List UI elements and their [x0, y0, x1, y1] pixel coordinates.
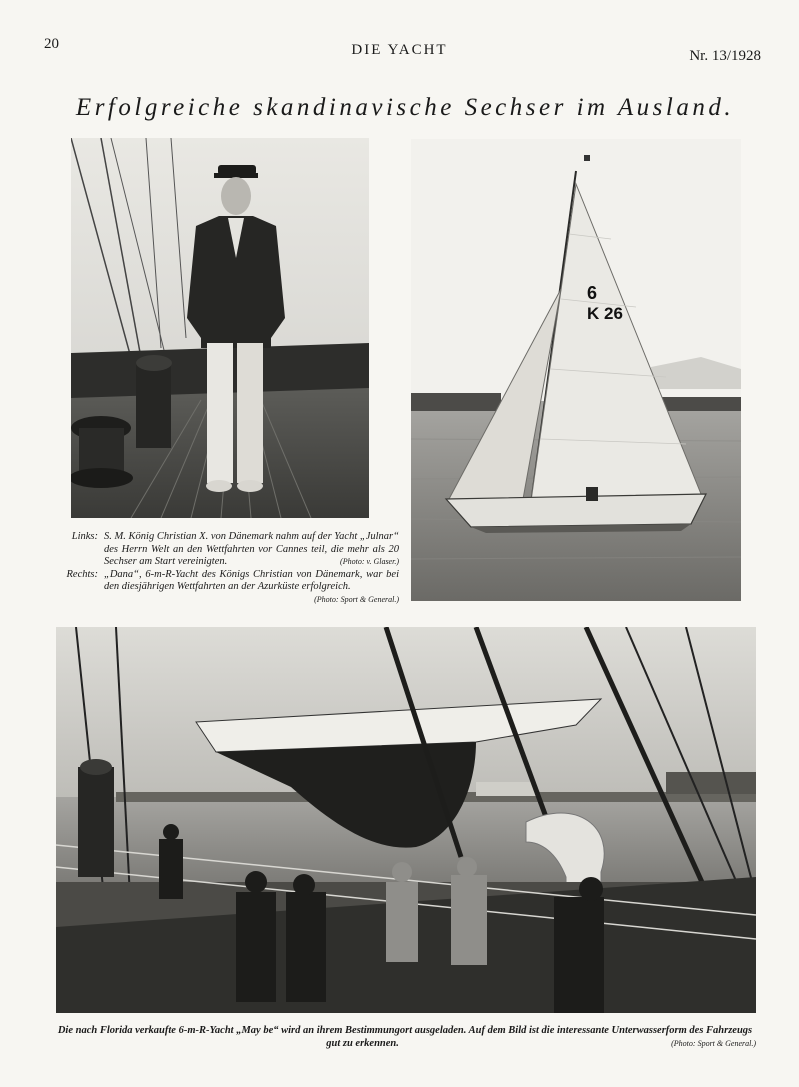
- photo-credit-bottom: (Photo: Sport & General.): [671, 1038, 756, 1048]
- photo-credit-left: (Photo: v. Glaser.): [340, 557, 399, 566]
- photo-king-on-deck: [71, 138, 369, 518]
- article-headline: Erfolgreiche skandinavische Sechser im Ausland.: [75, 94, 735, 121]
- sail-number-class: 6: [587, 283, 598, 303]
- caption-text-right: [104, 569, 399, 607]
- photo-yacht-unloading: [56, 627, 756, 1013]
- caption-body-right: „Dana“, 6-m-R-Yacht des Königs Christian von Dänemark, war bei den diesjährigen Wettfahrten an der Azurküste erfolgreich.: [104, 568, 399, 592]
- caption-bottom-photo: [54, 1025, 756, 1050]
- caption-right-photo: [54, 569, 399, 607]
- caption-body-bottom: Die nach Florida verkaufte 6-m-R-Yacht „May be“ wird an ihrem Bestimmungort ausgeladen. Auf dem Bild ist die interessante Unterwasserform des Fahrzeugs gut zu erkennen.: [57, 1025, 753, 1049]
- sailboat-photo-graphic: [411, 139, 741, 601]
- photo-sailboat-dana: [411, 139, 741, 601]
- issue-number: Nr. 13/1928: [689, 48, 761, 64]
- caption-body-left: S. M. König Christian X. von Dänemark nahm auf der Yacht „Julnar“ des Herrn Welt an den Wettfahrten vor Cannes teil, die mehr als 20 Sechser am Start vereinigten.: [104, 531, 399, 567]
- king-photo-graphic: [71, 138, 369, 518]
- caption-top-photos: [54, 531, 399, 606]
- caption-label-left: Links:: [71, 531, 98, 542]
- photo-credit-right: (Photo: Sport & General.): [314, 594, 399, 604]
- running-head: DIE YACHT: [351, 42, 448, 58]
- caption-text-left: [104, 531, 399, 569]
- caption-label-right: Rechts:: [66, 568, 98, 580]
- unloading-photo-graphic: [56, 627, 756, 1013]
- sail-number-country: K 26: [587, 304, 623, 323]
- caption-left-photo: [54, 531, 399, 569]
- page-number: 20: [44, 36, 59, 52]
